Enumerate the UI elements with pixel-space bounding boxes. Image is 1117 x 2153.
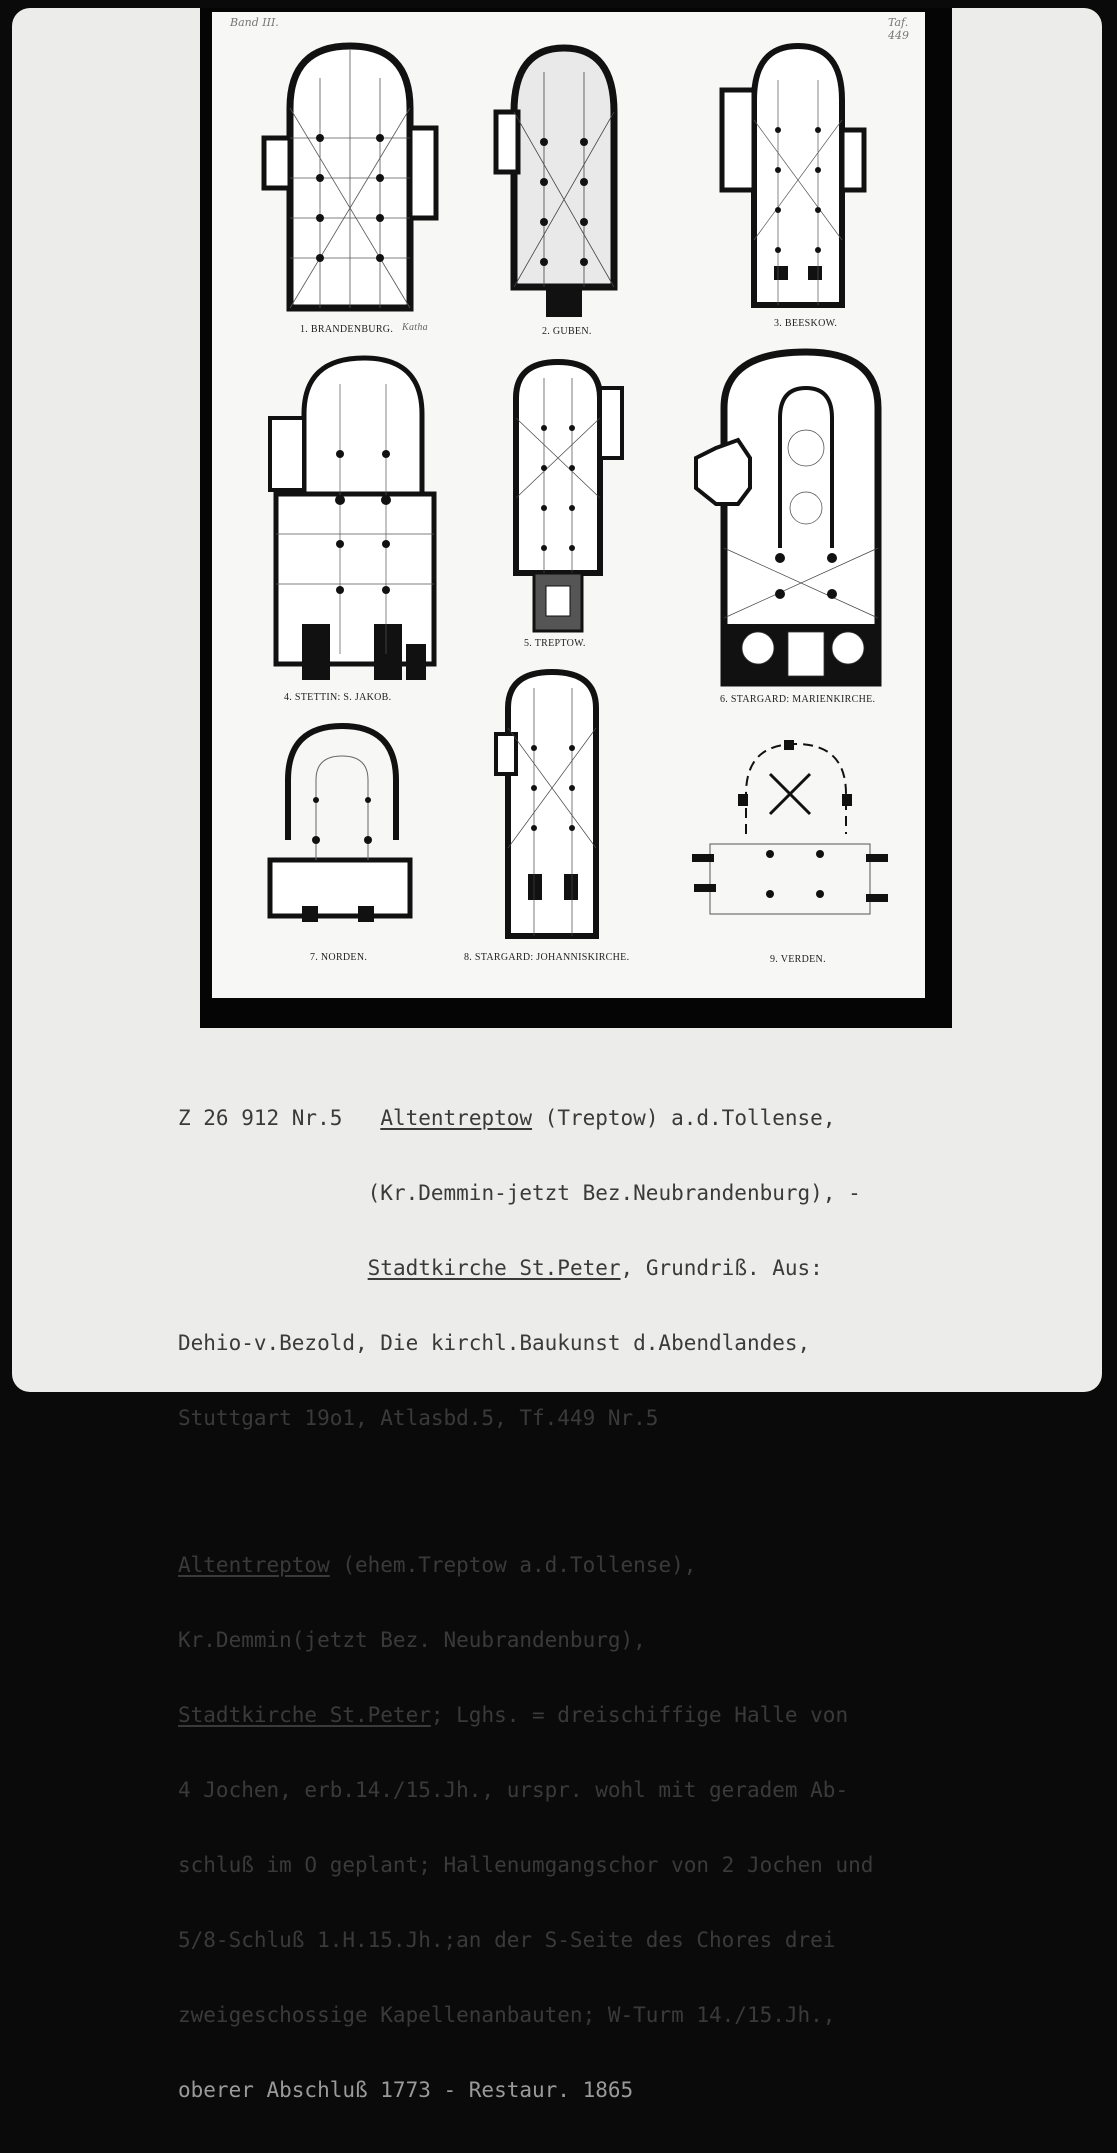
plate-label-7: 7. NORDEN.	[310, 952, 368, 963]
plate-label-8: 8. STARGARD: JOHANNISKIRCHE.	[464, 952, 630, 963]
floor-plan-stargard-marienkirche	[688, 348, 892, 690]
floor-plan-treptow	[508, 358, 628, 634]
corner-note-left: Band III.	[230, 16, 279, 29]
plate-label-9: 9. VERDEN.	[770, 954, 826, 965]
caption-line-5: Stuttgart 19o1, Atlasbd.5, Tf.449 Nr.5	[178, 1406, 659, 1430]
description-line-3: Stadtkirche St.Peter; Lghs. = dreischiffige Halle von	[178, 1703, 849, 1727]
caption-line-4: Dehio-v.Bezold, Die kirchl.Baukunst d.Abendlandes,	[178, 1331, 811, 1355]
description-line-8: oberer Abschluß 1773 - Restaur. 1865	[178, 2078, 634, 2102]
plate-sheet	[212, 12, 925, 998]
caption-line-3: Stadtkirche St.Peter, Grundriß. Aus:	[367, 1256, 823, 1280]
floor-plan-verden	[690, 734, 890, 944]
floor-plan-brandenburg	[260, 38, 440, 318]
plate-label-3: 3. BEESKOW.	[774, 318, 838, 329]
caption-line-1: Z 26 912 Nr.5 Altentreptow (Treptow) a.d.Tollense,	[178, 1106, 836, 1130]
description-line-1: Altentreptow (ehem.Treptow a.d.Tollense),	[178, 1553, 697, 1577]
description-line-6: 5/8-Schluß 1.H.15.Jh.;an der S-Seite des Chores drei	[178, 1928, 836, 1952]
typed-caption	[178, 1056, 1078, 2153]
plate-label-1: 1. BRANDENBURG.	[300, 324, 394, 335]
caption-line-2: (Kr.Demmin-jetzt Bez.Neubrandenburg), -	[367, 1181, 861, 1205]
photo-card	[12, 8, 1102, 2102]
floor-plan-guben	[494, 42, 634, 322]
plate-annotation-1: Katha	[402, 322, 428, 333]
plate-label-4: 4. STETTIN: S. JAKOB.	[284, 692, 392, 703]
description-line-4: 4 Jochen, erb.14./15.Jh., urspr. wohl mit geradem Ab-	[178, 1778, 849, 1802]
corner-note-right: Taf. 449	[888, 16, 909, 42]
floor-plan-beeskow	[718, 40, 878, 312]
description-line-5: schluß im O geplant; Hallenumgangschor von 2 Jochen und	[178, 1853, 874, 1877]
plate-label-6: 6. STARGARD: MARIENKIRCHE.	[720, 694, 876, 705]
description-line-2: Kr.Demmin(jetzt Bez. Neubrandenburg),	[178, 1628, 646, 1652]
description-line-7: zweigeschossige Kapellenanbauten; W-Turm 14./15.Jh.,	[178, 2003, 836, 2027]
plate-label-5: 5. TREPTOW.	[524, 638, 586, 649]
floor-plan-stettin	[256, 354, 436, 686]
floor-plan-norden	[266, 720, 416, 930]
plate-label-2: 2. GUBEN.	[542, 326, 592, 337]
floor-plan-stargard-johanniskirche	[494, 668, 614, 940]
catalog-number: Z 26 912 Nr.5	[178, 1106, 343, 1130]
